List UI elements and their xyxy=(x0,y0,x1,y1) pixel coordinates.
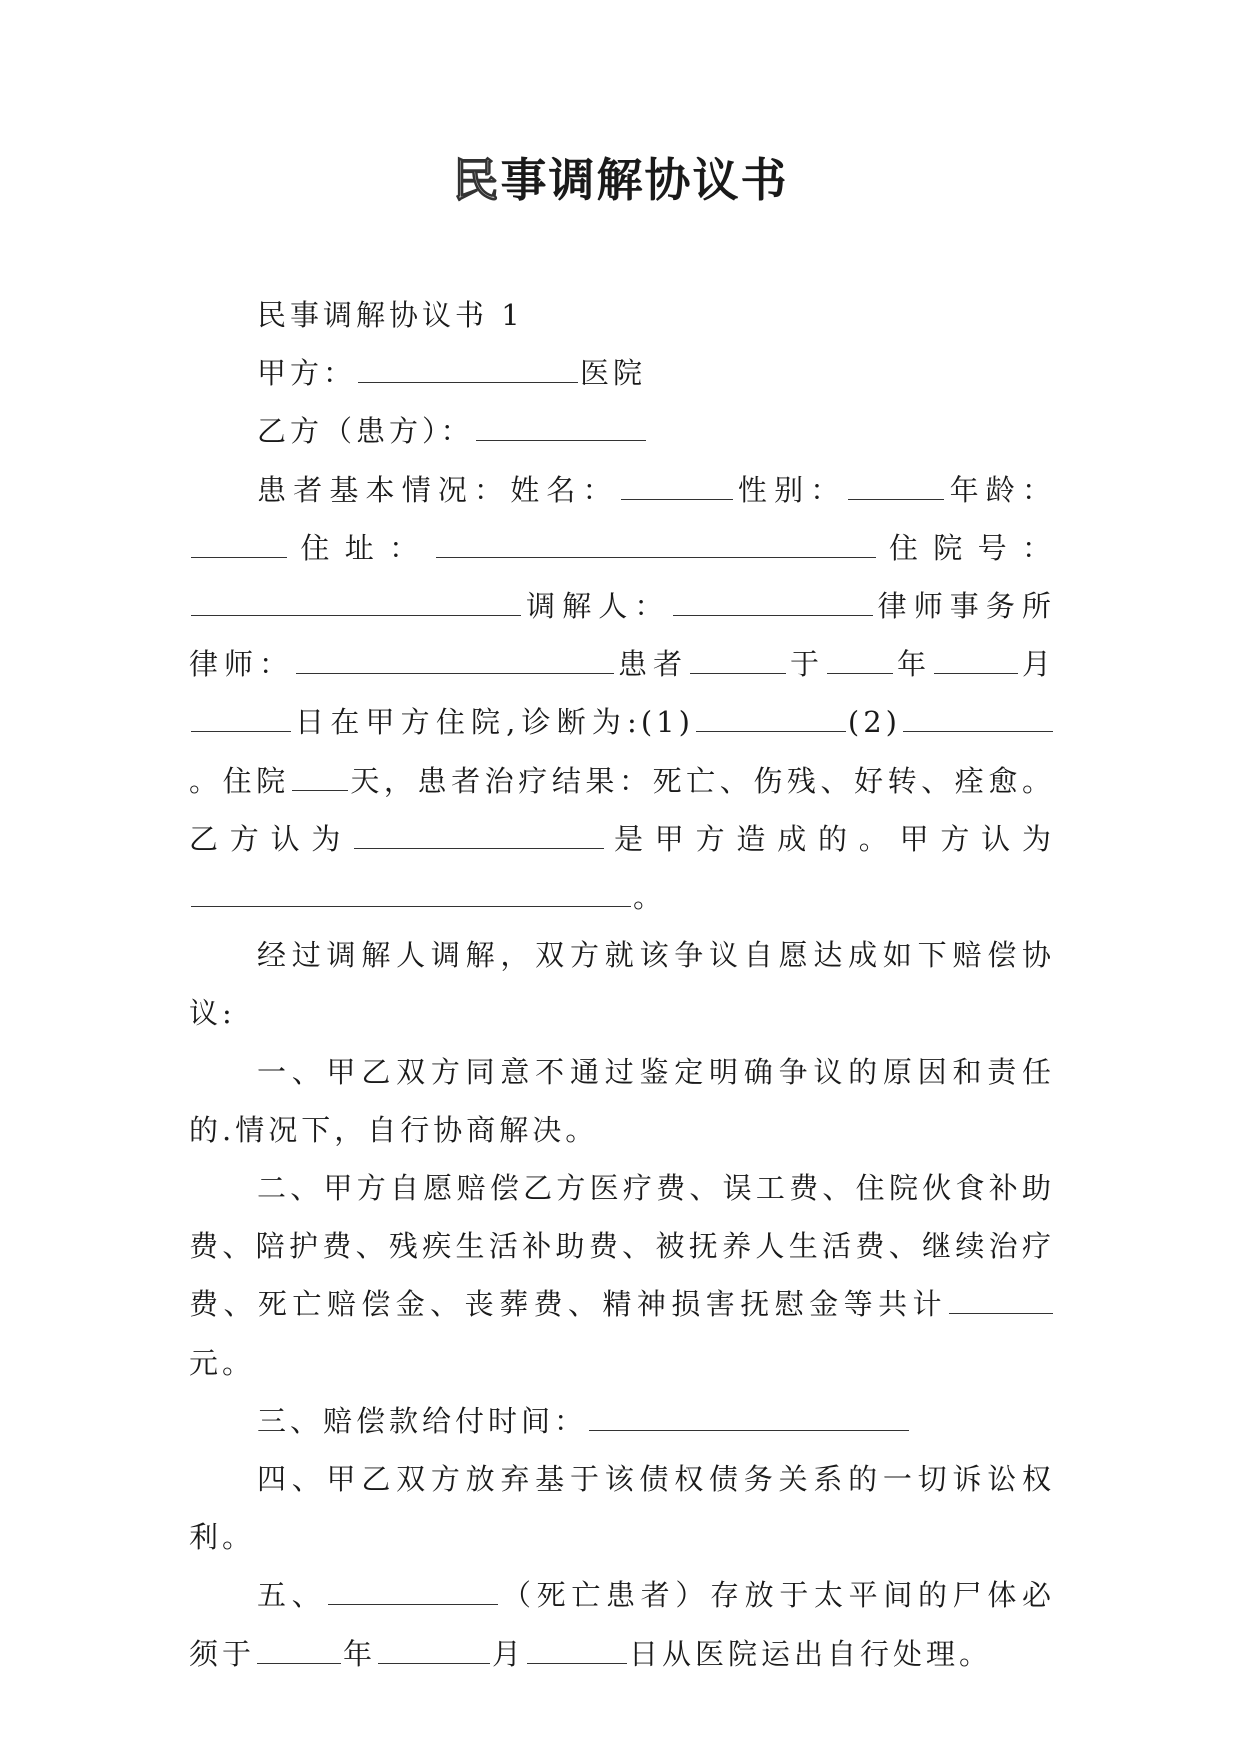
title-first-char: 民 xyxy=(452,153,501,207)
patient-blank xyxy=(690,643,786,674)
party-a-blank xyxy=(358,352,578,383)
patient-name-label: 患者基本情况：姓名： xyxy=(257,472,619,507)
patient-label: 患者 xyxy=(615,647,688,682)
clause-5-mid: （死亡患者）存放于太平间的尸体必须于 xyxy=(189,1578,1055,1671)
party-a-opinion-blank xyxy=(191,876,631,907)
mediation-intro: 经过调解人调解，双方就该争议自愿达成如下赔偿协议: xyxy=(189,938,1055,1031)
title-rest: 事调解协议书 xyxy=(500,153,789,207)
address-label: 住址： xyxy=(289,530,434,565)
gender-label: 性别： xyxy=(734,472,847,507)
party-b-opinion-blank xyxy=(354,818,604,849)
month-blank xyxy=(934,643,1018,674)
party-b-label: 乙方（患方）： xyxy=(257,414,474,449)
days-blank xyxy=(292,760,348,791)
clause-5-month-blank xyxy=(378,1633,490,1664)
party-a-label: 甲方： xyxy=(257,356,357,391)
payment-time-blank xyxy=(589,1400,909,1431)
address-blank xyxy=(436,527,876,558)
clause-2-text: 二、甲方自愿赔偿乙方医疗费、误工费、住院伙食补助费、陪护费、残疾生活补助费、被抚养人生活费、继续治疗费、死亡赔偿金、丧葬费、精神损害抚慰金等共计 xyxy=(189,1171,1055,1322)
mediator-label: 调解人： xyxy=(523,589,671,624)
clause-2-end: 元。 xyxy=(189,1345,256,1380)
party-b-blank xyxy=(476,410,646,441)
day-blank xyxy=(191,701,291,732)
clause-5 xyxy=(189,1566,1055,1682)
diagnosis-2-blank xyxy=(903,701,1053,732)
document-body xyxy=(189,286,1055,1683)
document-title xyxy=(0,150,1241,210)
age-blank xyxy=(191,527,287,558)
total-amount-blank xyxy=(949,1283,1053,1314)
clause-3 xyxy=(189,1392,1055,1450)
clause-5-end: 日从医院运出自行处理。 xyxy=(629,1636,993,1671)
on-blank xyxy=(827,643,893,674)
caused-text: 是甲方造成的。甲方认为 xyxy=(606,821,1055,856)
mediator-blank xyxy=(673,585,873,616)
hospital-no-label: 住院号： xyxy=(877,530,1055,565)
year-label: 年 xyxy=(894,647,932,682)
patient-info-paragraph xyxy=(189,461,1055,927)
party-a-suffix: 医院 xyxy=(580,356,647,391)
month-label: 月 xyxy=(1019,647,1055,682)
diagnosis-1-blank xyxy=(696,701,846,732)
deceased-blank xyxy=(328,1574,498,1605)
admitted-label: 日在甲方住院,诊断为:(1) xyxy=(293,705,694,740)
result-text: 天，患者治疗结果：死亡、伤残、好转、痊愈。乙方认为 xyxy=(189,763,1055,856)
clause-2 xyxy=(189,1159,1055,1392)
name-blank xyxy=(621,469,733,500)
party-a-line xyxy=(189,344,1055,402)
on-label: 于 xyxy=(787,647,825,682)
subtitle: 民事调解协议书 1 xyxy=(257,298,524,332)
party-b-line xyxy=(189,402,1055,460)
diagnosis-2-label: (2) xyxy=(847,705,901,740)
hospitalized-label: 。住院 xyxy=(189,763,290,798)
lawyer-blank xyxy=(296,643,614,674)
clause-5-year: 年 xyxy=(343,1636,377,1671)
law-firm-label: 律师事务所 律师： xyxy=(189,589,1055,682)
clause-5-start: 五、 xyxy=(257,1578,327,1613)
clause-5-month: 月 xyxy=(492,1636,526,1671)
clause-3-text: 三、赔偿款给付时间： xyxy=(257,1403,588,1438)
clause-5-day-blank xyxy=(527,1633,627,1664)
gender-blank xyxy=(848,469,944,500)
age-label: 年龄： xyxy=(946,472,1055,507)
clause-4: 四、甲乙双方放弃基于该债权债务关系的一切诉讼权利。 xyxy=(189,1462,1055,1555)
period: 。 xyxy=(633,880,667,915)
clause-1: 一、甲乙双方同意不通过鉴定明确争议的原因和责任的.情况下，自行协商解决。 xyxy=(189,1054,1055,1147)
clause-5-year-blank xyxy=(257,1633,341,1664)
hospital-no-blank xyxy=(191,585,521,616)
